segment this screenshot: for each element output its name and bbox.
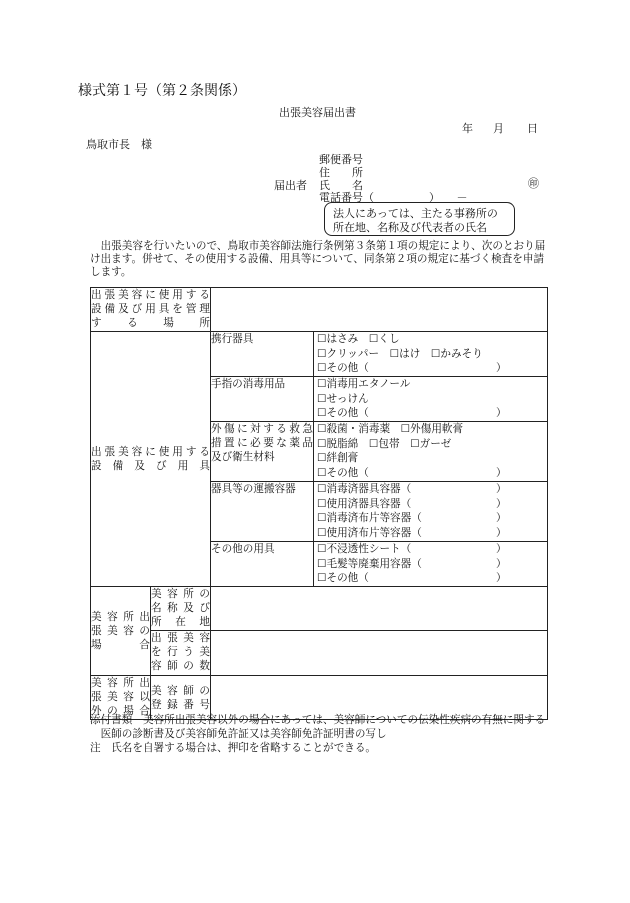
group-items-hand-sanitizer: [314, 377, 548, 422]
other-outcall-label: 美容所出 張美容以 外の場合: [91, 676, 151, 720]
group-items-portable-tools: [314, 332, 548, 377]
checkbox-option[interactable]: ☐殺菌・消毒薬 ☐外傷用軟膏: [317, 423, 464, 435]
checkbox-option[interactable]: ☐その他（ ）: [317, 362, 507, 374]
checkbox-option[interactable]: ☐はさみ ☐くし: [317, 333, 400, 345]
seal-mark: ㊞: [528, 177, 539, 190]
attachment-note-line2: 医師の診断書及び美容師免許証又は美容師免許証明書の写し: [90, 728, 387, 740]
storage-place-value[interactable]: [211, 288, 548, 332]
checkbox-option[interactable]: ☐消毒済器具容器（ ）: [317, 483, 507, 495]
checkbox-option[interactable]: ☐消毒済布片等容器（ ）: [317, 512, 507, 524]
staff-count-value[interactable]: [211, 631, 548, 676]
date-day: 日: [527, 122, 538, 135]
form-number-label: 様式第１号（第２条関係）: [78, 83, 246, 99]
applicant-label: 届出者: [274, 179, 307, 192]
checkbox-option[interactable]: ☐脱脂綿 ☐包帯 ☐ガーゼ: [317, 437, 452, 450]
equipment-label: 出張美容に使用する 設 備 及 び 用 具: [91, 332, 211, 587]
corporate-note-line2: 所在地、名称及び代表者の氏名: [333, 221, 487, 234]
body-paragraph: [90, 240, 550, 279]
group-name-portable-tools: 携行器具: [211, 332, 314, 377]
group-name-first-aid: 外傷に対する救急 措置に必要な薬品 及び衛生材料: [211, 422, 314, 482]
group-items-transport-containers: [314, 482, 548, 542]
body-line: 出張美容を行いたいので、鳥取市美容師法施行条例第３条第１項の規定により、次のとおり届: [90, 240, 546, 252]
name-field: 氏 名: [319, 179, 363, 192]
address-field: 住 所: [319, 166, 363, 179]
corporate-note-line1: 法人にあっては、主たる事務所の: [333, 207, 498, 220]
date-month: 月: [493, 122, 504, 135]
license-number-label: 美容師の 登録番号: [151, 676, 211, 720]
application-form-table: [90, 287, 548, 720]
group-name-transport-containers: 器具等の運搬容器: [211, 482, 314, 542]
group-items-first-aid: [314, 422, 548, 482]
checkbox-option[interactable]: ☐その他（ ）: [317, 466, 507, 479]
checkbox-option[interactable]: ☐せっけん: [317, 392, 369, 405]
group-name-hand-sanitizer: 手指の消毒用品: [211, 377, 314, 422]
checkbox-option[interactable]: ☐その他（ ）: [317, 572, 507, 584]
document-title: 出張美容届出書: [279, 106, 356, 119]
checkbox-option[interactable]: ☐消毒用エタノール: [317, 378, 411, 390]
body-line: します。: [90, 266, 132, 278]
postal-code-field: 郵便番号: [319, 153, 363, 166]
checkbox-option[interactable]: ☐その他（ ）: [317, 407, 507, 419]
salon-name-address-value[interactable]: [211, 587, 548, 631]
signature-note: 注 氏名を自署する場合は、押印を省略することができる。: [90, 742, 377, 754]
date-year: 年: [462, 122, 473, 135]
checkbox-option[interactable]: ☐不浸透性シート（ ）: [317, 543, 507, 555]
attachment-note-line1: 添付書類 美容所出張美容以外の場合にあっては、美容師についての伝染性疾病の有無に関する: [90, 714, 546, 726]
salon-name-address-label: 美容所の 名称及び 所 在 地: [151, 587, 211, 631]
phone-field: 電話番号（ ） －: [319, 191, 468, 204]
salon-outcall-label: 美容所出 張美容の 場 合: [91, 587, 151, 676]
checkbox-option[interactable]: ☐使用済布片等容器（ ）: [317, 526, 507, 539]
checkbox-option[interactable]: ☐使用済器具容器（ ）: [317, 497, 507, 510]
body-line: け出ます。併せて、その使用する設備、用具等について、同条第２項の規定に基づく検査を申請: [90, 253, 545, 265]
group-items-other-tools: [314, 542, 548, 587]
addressee: 鳥取市長 様: [86, 138, 152, 151]
checkbox-option[interactable]: ☐クリッパー ☐はけ ☐かみそり: [317, 347, 483, 360]
checkbox-option[interactable]: ☐毛髪等廃棄用容器（ ）: [317, 557, 507, 570]
group-name-other-tools: その他の用具: [211, 542, 314, 587]
checkbox-option[interactable]: ☐絆創膏: [317, 452, 359, 464]
storage-place-label: 出張美容に使用する 設備及び用具を管理 す る 場 所: [91, 288, 211, 332]
staff-count-label: 出張美容 を行う美 容師の数: [151, 631, 211, 676]
